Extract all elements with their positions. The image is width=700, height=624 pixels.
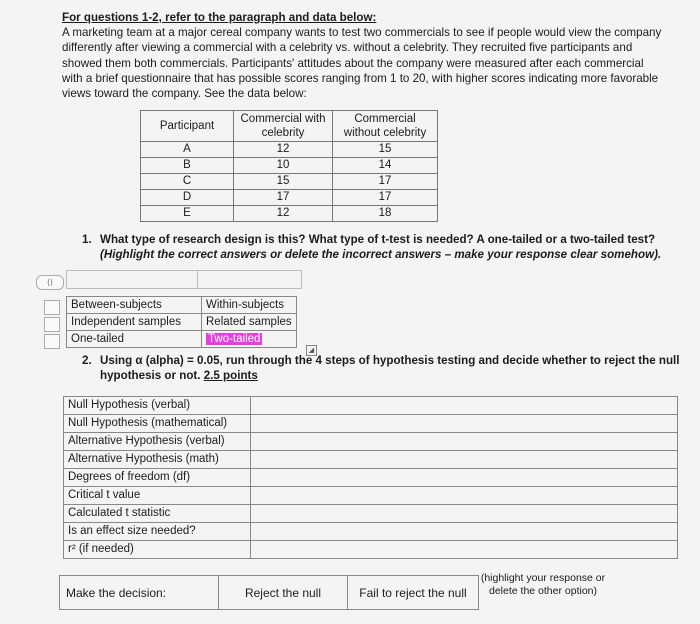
- intro-line: showed them both commercials. Participants' attitudes about the company were measured after each commercial: [62, 56, 644, 70]
- row-select-handle[interactable]: [44, 334, 60, 349]
- cell: 12: [234, 142, 333, 158]
- header-with-celebrity: Commercial with celebrity: [234, 111, 333, 142]
- question-2: [82, 353, 682, 383]
- table-row: [67, 314, 297, 331]
- option-independent-samples[interactable]: Independent samples: [67, 314, 202, 331]
- cell: 10: [234, 158, 333, 174]
- hypothesis-table[interactable]: [63, 396, 678, 559]
- data-table: [140, 110, 438, 222]
- answer-cell[interactable]: [251, 487, 678, 505]
- option-one-tailed[interactable]: One-tailed: [67, 331, 202, 348]
- header-without-celebrity: Commercial without celebrity: [333, 111, 438, 142]
- decision-note: (highlight your response or delete the other option): [480, 572, 606, 597]
- row-label: r² (if needed): [64, 541, 251, 559]
- option-within-subjects[interactable]: Within-subjects: [202, 297, 297, 314]
- option-related-samples[interactable]: Related samples: [202, 314, 297, 331]
- cell: 12: [234, 206, 333, 222]
- highlighted-answer[interactable]: Two-tailed: [208, 333, 261, 345]
- question-1: [82, 232, 682, 262]
- table-row: [67, 297, 297, 314]
- cell: 17: [234, 190, 333, 206]
- table-row: [64, 487, 678, 505]
- row-label: Null Hypothesis (mathematical): [64, 415, 251, 433]
- answer-cell[interactable]: [251, 433, 678, 451]
- table-row: [141, 158, 438, 174]
- option-reject-null[interactable]: Reject the null: [219, 576, 348, 610]
- row-select-handle[interactable]: [44, 317, 60, 332]
- answer-cell[interactable]: [251, 541, 678, 559]
- table-row: [141, 142, 438, 158]
- intro-line: differently after viewing a commercial with a celebrity vs. without a celebrity. They recruited five participants and: [62, 41, 633, 55]
- table-row: [64, 469, 678, 487]
- cell: D: [141, 190, 234, 206]
- empty-table-row[interactable]: [66, 270, 302, 289]
- row-label: Degrees of freedom (df): [64, 469, 251, 487]
- intro-line: A marketing team at a major cereal company wants to test two commercials to see if people would view the company: [62, 26, 662, 40]
- table-row: [64, 541, 678, 559]
- answer-cell[interactable]: [251, 415, 678, 433]
- option-fail-to-reject[interactable]: Fail to reject the null: [348, 576, 479, 610]
- answer-table[interactable]: [66, 296, 297, 348]
- cell: 15: [234, 174, 333, 190]
- row-label: Critical t value: [64, 487, 251, 505]
- move-handle-icon[interactable]: ⟨⟩: [36, 275, 64, 290]
- table-row: [64, 523, 678, 541]
- intro-line: with a brief questionnaire that has possible scores ranging from 1 to 20, with higher scores indicating more favorable: [62, 71, 659, 85]
- decision-table[interactable]: [59, 575, 479, 610]
- table-row: [67, 331, 297, 348]
- cell: 15: [333, 142, 438, 158]
- answer-cell[interactable]: [251, 397, 678, 415]
- table-row: [64, 433, 678, 451]
- question-points: 2.5 points: [203, 369, 258, 382]
- answer-cell[interactable]: [251, 505, 678, 523]
- row-label: Is an effect size needed?: [64, 523, 251, 541]
- row-label: Null Hypothesis (verbal): [64, 397, 251, 415]
- question-text: Using α (alpha) = 0.05, run through the 4 steps of hypothesis testing and decide whether to reject the null hypothesis or not.: [100, 354, 680, 382]
- intro-line: views toward the company. See the data below:: [62, 87, 307, 101]
- table-row: [141, 206, 438, 222]
- row-select-handle[interactable]: [44, 300, 60, 315]
- table-row: [141, 190, 438, 206]
- question-number: 2.: [82, 354, 92, 367]
- intro-paragraph: [62, 10, 672, 101]
- row-label: Alternative Hypothesis (math): [64, 451, 251, 469]
- table-row: [64, 451, 678, 469]
- resize-icon[interactable]: ◢: [306, 345, 317, 356]
- row-label: Alternative Hypothesis (verbal): [64, 433, 251, 451]
- question-text: What type of research design is this? What type of t-test is needed? A one-tailed or a two-tailed test?: [100, 233, 656, 246]
- question-number: 1.: [82, 233, 92, 246]
- table-row: [64, 415, 678, 433]
- table-row: [64, 397, 678, 415]
- cell: 14: [333, 158, 438, 174]
- decision-label: Make the decision:: [60, 576, 219, 610]
- cell: B: [141, 158, 234, 174]
- table-row: [64, 505, 678, 523]
- cell: 17: [333, 174, 438, 190]
- question-instruction: (Highlight the correct answers or delete the incorrect answers – make your response clear somehow).: [100, 248, 662, 261]
- cell: E: [141, 206, 234, 222]
- answer-cell[interactable]: [251, 523, 678, 541]
- answer-cell[interactable]: [251, 469, 678, 487]
- answer-cell[interactable]: [251, 451, 678, 469]
- cell: 17: [333, 190, 438, 206]
- cell: 18: [333, 206, 438, 222]
- intro-heading: For questions 1-2, refer to the paragraph and data below:: [62, 11, 377, 24]
- table-row: [141, 174, 438, 190]
- option-between-subjects[interactable]: Between-subjects: [67, 297, 202, 314]
- cell: A: [141, 142, 234, 158]
- option-two-tailed[interactable]: [202, 331, 297, 348]
- header-participant: Participant: [141, 111, 234, 142]
- row-label: Calculated t statistic: [64, 505, 251, 523]
- cell: C: [141, 174, 234, 190]
